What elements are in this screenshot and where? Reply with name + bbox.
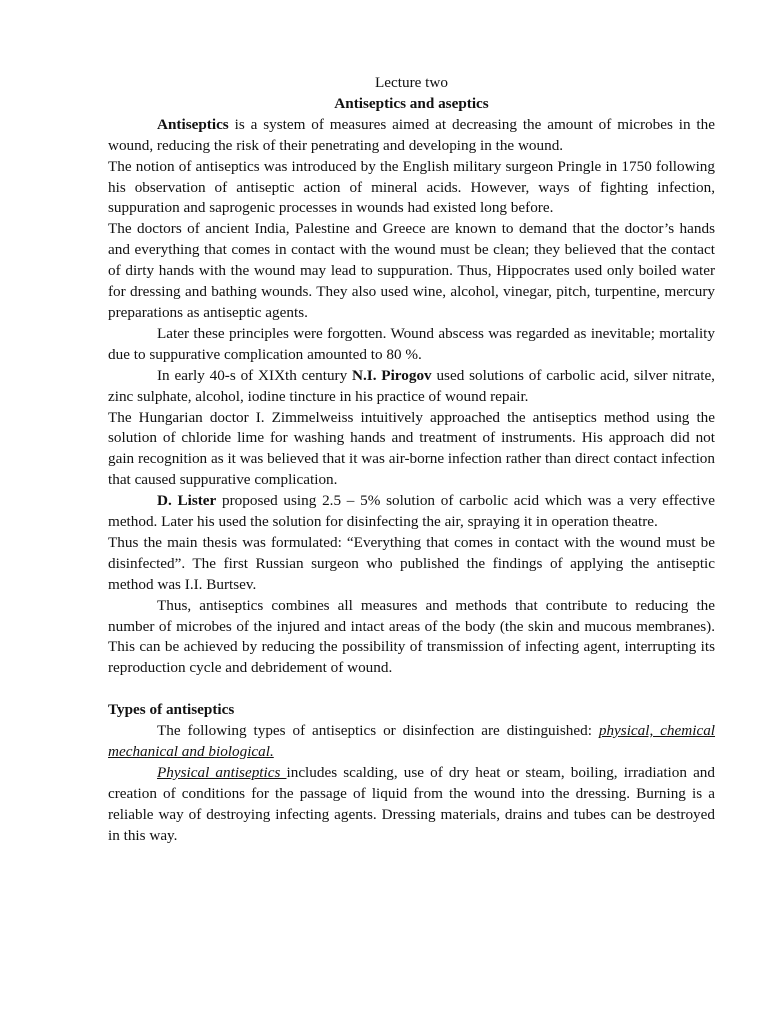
document-page bbox=[108, 73, 715, 847]
name-pirogov: N.I. Pirogov bbox=[352, 366, 432, 384]
paragraph-ancient-doctors: The doctors of ancient India, Palestine and Greece are known to demand that the doctor’s hands and everything that comes in contact with the wound must be clean; they believed that the contact of dirty hands with the wound may lead to suppuration. Thus, Hippocrates used only boiled water for dressing and bathing wounds. They also used wine, alcohol, vinegar, pitch, turpentine, mercury preparations as antiseptic agents. bbox=[108, 220, 715, 321]
paragraph-types-list bbox=[108, 721, 715, 763]
term-physical-antiseptics: Physical antiseptics bbox=[157, 763, 287, 781]
paragraph-text: used solutions of carbolic acid, silver nitrate, zinc sulphate, alcohol, iodine tincture in his practice of wound repair. bbox=[108, 366, 715, 405]
page-title: Antiseptics and aseptics bbox=[334, 94, 489, 112]
paragraph-text: In early 40-s of XIXth century bbox=[157, 366, 353, 384]
paragraph-zimmelweiss: The Hungarian doctor I. Zimmelweiss intuitively approached the antiseptics method using the solution of chloride lime for washing hands and treatment of instruments. His approach did not gain recognition as it was believed that it was air-borne infection rather than direct contact infection that caused suppurative complication. bbox=[108, 408, 715, 489]
paragraph-lister bbox=[108, 491, 715, 533]
name-lister: D. Lister bbox=[157, 492, 217, 510]
paragraph-physical-antiseptics bbox=[108, 763, 715, 847]
paragraph-text: The following types of antiseptics or disinfection are distinguished: bbox=[157, 722, 599, 740]
paragraph-pringle: The notion of antiseptics was introduced by the English military surgeon Pringle in 1750 following his observation of antiseptic action of mineral acids. However, ways of fighting infection, suppuration and saprogenic processes in wounds had existed long before. bbox=[108, 157, 715, 217]
term-antiseptics: Antiseptics bbox=[157, 115, 229, 133]
paragraph-antiseptics-definition bbox=[108, 115, 715, 157]
blank-line bbox=[108, 679, 715, 700]
section-heading-types: Types of antiseptics bbox=[108, 701, 235, 719]
types-list-underlined: physical, chemical mechanical and biological. bbox=[108, 722, 716, 760]
paragraph-antiseptics-summary: Thus, antiseptics combines all measures and methods that contribute to reducing the number of microbes of the injured and intact areas of the body (the skin and mucous membranes). This can be achieved by reducing the possibility of transmission of infecting agent, interrupting its reproduction cycle and debridement of wound. bbox=[108, 596, 715, 677]
paragraph-text: is a system of measures aimed at decreasing the amount of microbes in the wound, reducing the risk of their penetrating and developing in the wound. bbox=[108, 115, 715, 154]
lecture-label: Lecture two bbox=[375, 74, 448, 91]
paragraph-text: includes scalding, use of dry heat or steam, boiling, irradiation and creation of conditions for the passage of liquid from the wound into the dressing. Burning is a reliable way of destroying infecting agents. Dressing materials, drains and tubes can be destroyed in this way. bbox=[108, 763, 715, 844]
paragraph-main-thesis: Thus the main thesis was formulated: “Everything that comes in contact with the wound must be disinfected”. The first Russian surgeon who published the findings of applying the antiseptic method was I.I. Burtsev. bbox=[108, 533, 715, 593]
paragraph-forgotten-principles: Later these principles were forgotten. Wound abscess was regarded as inevitable; mortality due to suppurative complication amounted to 80 %. bbox=[108, 324, 715, 363]
paragraph-pirogov bbox=[108, 366, 715, 408]
paragraph-text: proposed using 2.5 – 5% solution of carbolic acid which was a very effective method. Later his used the solution for disinfecting the air, spraying it in operation theatre. bbox=[108, 492, 715, 531]
